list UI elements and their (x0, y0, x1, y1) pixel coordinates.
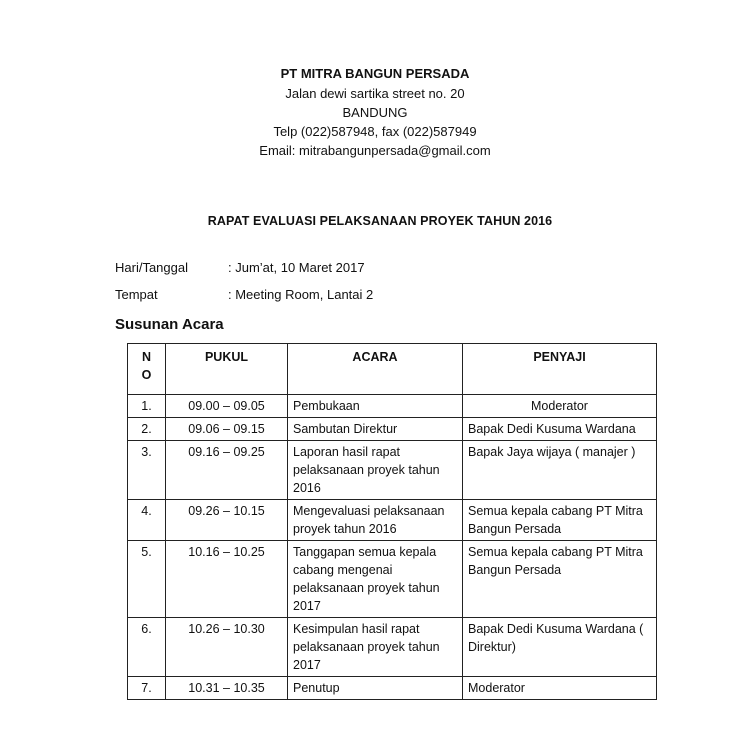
cell-acara: Laporan hasil rapat pelaksanaan proyek tahun 2016 (288, 441, 463, 500)
cell-pukul: 10.16 – 10.25 (166, 541, 288, 618)
section-heading: Susunan Acara (115, 316, 224, 333)
cell-no: 4. (128, 500, 166, 541)
date-label: Hari/Tanggal (115, 260, 188, 275)
company-name: PT MITRA BANGUN PERSADA (280, 66, 470, 81)
cell-penyaji: Bapak Jaya wijaya ( manajer ) (463, 441, 657, 500)
cell-no: 3. (128, 441, 166, 500)
table-row (128, 441, 657, 500)
place-value: : Meeting Room, Lantai 2 (228, 287, 374, 302)
date-row (115, 260, 365, 275)
cell-no: 6. (128, 618, 166, 677)
company-address: Jalan dewi sartika street no. 20 (285, 86, 465, 101)
cell-pukul: 10.26 – 10.30 (166, 618, 288, 677)
date-value: : Jum’at, 10 Maret 2017 (228, 260, 365, 275)
table-row (128, 618, 657, 677)
cell-acara: Penutup (288, 677, 463, 700)
header-no-line2: O (141, 368, 152, 382)
cell-pukul: 09.26 – 10.15 (166, 500, 288, 541)
cell-pukul: 09.16 – 09.25 (166, 441, 288, 500)
cell-penyaji: Semua kepala cabang PT Mitra Bangun Persada (463, 541, 657, 618)
table-header-row (128, 344, 657, 395)
company-phone: Telp (022)587948, fax (022)587949 (273, 124, 477, 139)
cell-pukul: 10.31 – 10.35 (166, 677, 288, 700)
table-row (128, 677, 657, 700)
cell-no: 7. (128, 677, 166, 700)
place-row (115, 287, 373, 302)
cell-penyaji: Semua kepala cabang PT Mitra Bangun Persada (463, 500, 657, 541)
header-acara: ACARA (288, 344, 463, 395)
table-row (128, 500, 657, 541)
agenda-table (127, 343, 657, 700)
cell-acara: Pembukaan (288, 395, 463, 418)
cell-acara: Mengevaluasi pelaksanaan proyek tahun 2016 (288, 500, 463, 541)
header-pukul: PUKUL (166, 344, 288, 395)
header-no-line1: N (141, 350, 152, 364)
cell-acara: Tanggapan semua kepala cabang mengenai pelaksanaan proyek tahun 2017 (288, 541, 463, 618)
cell-pukul: 09.06 – 09.15 (166, 418, 288, 441)
header-penyaji: PENYAJI (463, 344, 657, 395)
cell-penyaji: Bapak Dedi Kusuma Wardana (463, 418, 657, 441)
place-label: Tempat (115, 287, 158, 302)
cell-penyaji: Moderator (463, 677, 657, 700)
table-row (128, 395, 657, 418)
company-city: BANDUNG (342, 105, 408, 120)
cell-penyaji: Moderator (463, 395, 657, 418)
cell-pukul: 09.00 – 09.05 (166, 395, 288, 418)
cell-acara: Kesimpulan hasil rapat pelaksanaan proyek tahun 2017 (288, 618, 463, 677)
table-row (128, 418, 657, 441)
cell-no: 5. (128, 541, 166, 618)
company-email: Email: mitrabangunpersada@gmail.com (259, 143, 491, 158)
header-no (128, 344, 166, 395)
table-row (128, 541, 657, 618)
document-title: RAPAT EVALUASI PELAKSANAAN PROYEK TAHUN 2016 (207, 214, 553, 228)
cell-penyaji: Bapak Dedi Kusuma Wardana ( Direktur) (463, 618, 657, 677)
cell-no: 2. (128, 418, 166, 441)
cell-acara: Sambutan Direktur (288, 418, 463, 441)
cell-no: 1. (128, 395, 166, 418)
letterhead (0, 64, 750, 160)
